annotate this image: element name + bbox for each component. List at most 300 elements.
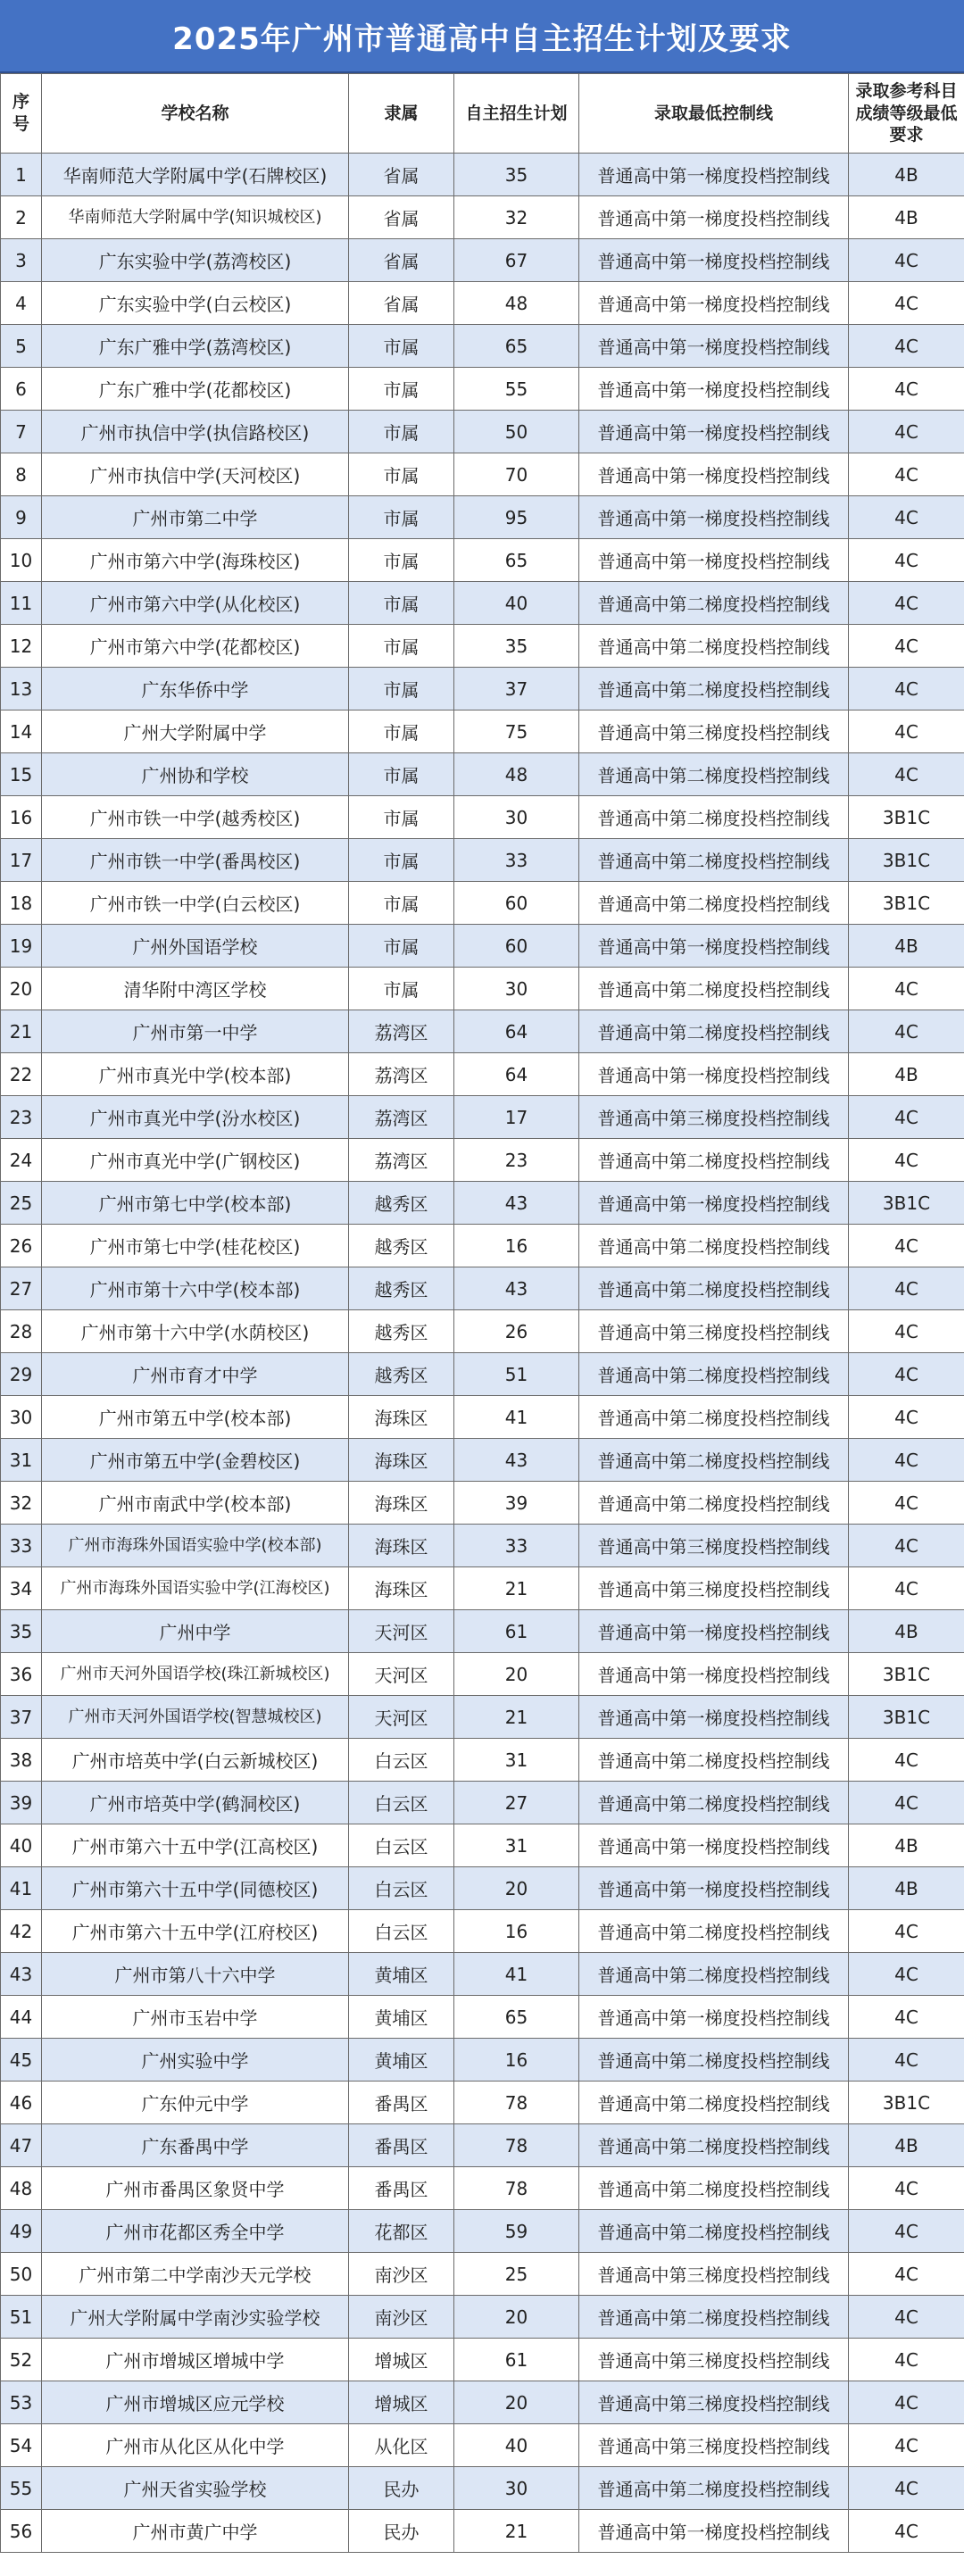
header-affiliation: 隶属 xyxy=(349,74,454,154)
cell-school-name: 广州市铁一中学(白云校区) xyxy=(42,882,349,925)
cell-quota: 21 xyxy=(454,2510,579,2553)
cell-quota: 33 xyxy=(454,1525,579,1567)
cell-affiliation: 黄埔区 xyxy=(349,2039,454,2082)
cell-school-name: 广州市增城区增城中学 xyxy=(42,2339,349,2381)
table-row xyxy=(1,2381,964,2424)
header-index: 序号 xyxy=(1,74,42,154)
cell-quota: 23 xyxy=(454,1139,579,1182)
cell-index: 38 xyxy=(1,1739,42,1782)
cell-index: 25 xyxy=(1,1182,42,1225)
cell-school-name: 广州市第七中学(校本部) xyxy=(42,1182,349,1225)
cell-affiliation: 市属 xyxy=(349,968,454,1010)
cell-quota: 27 xyxy=(454,1782,579,1824)
cell-affiliation: 番禺区 xyxy=(349,2167,454,2210)
cell-school-name: 广州市天河外国语学校(智慧城校区) xyxy=(42,1696,349,1739)
cell-quota: 31 xyxy=(454,1739,579,1782)
cell-min-line: 普通高中第三梯度投档控制线 xyxy=(579,1310,849,1353)
cell-school-name: 广州市海珠外国语实验中学(校本部) xyxy=(42,1525,349,1567)
cell-grade-requirement: 4C xyxy=(849,1439,964,1482)
cell-school-name: 广州市第六十五中学(江府校区) xyxy=(42,1910,349,1953)
cell-school-name: 广州市真光中学(校本部) xyxy=(42,1053,349,1096)
table-header-row xyxy=(1,74,964,154)
header-quota: 自主招生计划 xyxy=(454,74,579,154)
cell-grade-requirement: 4C xyxy=(849,1953,964,1996)
cell-affiliation: 市属 xyxy=(349,325,454,368)
cell-school-name: 广州市第五中学(金碧校区) xyxy=(42,1439,349,1482)
cell-index: 1 xyxy=(1,154,42,196)
cell-index: 49 xyxy=(1,2210,42,2253)
table-row xyxy=(1,1525,964,1567)
table-row xyxy=(1,2210,964,2253)
cell-affiliation: 越秀区 xyxy=(349,1225,454,1267)
cell-quota: 20 xyxy=(454,2381,579,2424)
admissions-table xyxy=(0,73,964,2553)
cell-school-name: 广州天省实验学校 xyxy=(42,2467,349,2510)
cell-min-line: 普通高中第三梯度投档控制线 xyxy=(579,2339,849,2381)
cell-grade-requirement: 4C xyxy=(849,282,964,325)
table-row xyxy=(1,582,964,625)
cell-school-name: 广州市第一中学 xyxy=(42,1010,349,1053)
cell-affiliation: 白云区 xyxy=(349,1782,454,1824)
cell-grade-requirement: 4C xyxy=(849,1310,964,1353)
cell-min-line: 普通高中第二梯度投档控制线 xyxy=(579,1439,849,1482)
table-row xyxy=(1,1439,964,1482)
cell-school-name: 广州市天河外国语学校(珠江新城校区) xyxy=(42,1653,349,1696)
cell-index: 48 xyxy=(1,2167,42,2210)
table-row xyxy=(1,453,964,496)
cell-affiliation: 市属 xyxy=(349,496,454,539)
cell-quota: 30 xyxy=(454,968,579,1010)
cell-grade-requirement: 4C xyxy=(849,411,964,453)
table-row xyxy=(1,2039,964,2082)
cell-affiliation: 天河区 xyxy=(349,1610,454,1653)
cell-min-line: 普通高中第一梯度投档控制线 xyxy=(579,1696,849,1739)
cell-affiliation: 海珠区 xyxy=(349,1567,454,1610)
page-title: 2025年广州市普通高中自主招生计划及要求 xyxy=(0,0,964,73)
cell-grade-requirement: 4C xyxy=(849,1396,964,1439)
cell-school-name: 广州市第六中学(花都校区) xyxy=(42,625,349,668)
cell-affiliation: 白云区 xyxy=(349,1739,454,1782)
cell-quota: 31 xyxy=(454,1824,579,1867)
table-row xyxy=(1,1053,964,1096)
cell-quota: 21 xyxy=(454,1696,579,1739)
table-row xyxy=(1,1610,964,1653)
cell-quota: 43 xyxy=(454,1182,579,1225)
cell-min-line: 普通高中第二梯度投档控制线 xyxy=(579,1482,849,1525)
table-row xyxy=(1,710,964,753)
cell-school-name: 广州市第五中学(校本部) xyxy=(42,1396,349,1439)
cell-quota: 32 xyxy=(454,196,579,239)
cell-min-line: 普通高中第三梯度投档控制线 xyxy=(579,1525,849,1567)
cell-quota: 30 xyxy=(454,796,579,839)
cell-min-line: 普通高中第一梯度投档控制线 xyxy=(579,1996,849,2039)
cell-school-name: 广州市第六十五中学(同德校区) xyxy=(42,1867,349,1910)
cell-grade-requirement: 4B xyxy=(849,1610,964,1653)
cell-quota: 48 xyxy=(454,282,579,325)
cell-affiliation: 越秀区 xyxy=(349,1353,454,1396)
cell-grade-requirement: 3B1C xyxy=(849,2082,964,2124)
table-row xyxy=(1,1996,964,2039)
cell-affiliation: 市属 xyxy=(349,582,454,625)
cell-grade-requirement: 4C xyxy=(849,1996,964,2039)
cell-min-line: 普通高中第二梯度投档控制线 xyxy=(579,1267,849,1310)
table-row xyxy=(1,1096,964,1139)
cell-index: 52 xyxy=(1,2339,42,2381)
cell-quota: 20 xyxy=(454,1867,579,1910)
cell-grade-requirement: 4C xyxy=(849,2296,964,2339)
cell-affiliation: 荔湾区 xyxy=(349,1010,454,1053)
cell-index: 14 xyxy=(1,710,42,753)
cell-grade-requirement: 4C xyxy=(849,239,964,282)
cell-affiliation: 南沙区 xyxy=(349,2296,454,2339)
table-row xyxy=(1,1567,964,1610)
cell-affiliation: 增城区 xyxy=(349,2339,454,2381)
cell-index: 34 xyxy=(1,1567,42,1610)
cell-min-line: 普通高中第二梯度投档控制线 xyxy=(579,2124,849,2167)
cell-affiliation: 海珠区 xyxy=(349,1525,454,1567)
table-row xyxy=(1,1182,964,1225)
cell-index: 9 xyxy=(1,496,42,539)
cell-school-name: 广州市铁一中学(越秀校区) xyxy=(42,796,349,839)
table-row xyxy=(1,239,964,282)
table-row xyxy=(1,1653,964,1696)
cell-min-line: 普通高中第二梯度投档控制线 xyxy=(579,1353,849,1396)
table-row xyxy=(1,1396,964,1439)
cell-index: 15 xyxy=(1,753,42,796)
cell-affiliation: 市属 xyxy=(349,753,454,796)
cell-school-name: 广州市第八十六中学 xyxy=(42,1953,349,1996)
cell-school-name: 广州市第二中学南沙天元学校 xyxy=(42,2253,349,2296)
cell-grade-requirement: 4C xyxy=(849,2381,964,2424)
cell-grade-requirement: 4B xyxy=(849,1053,964,1096)
cell-school-name: 广州市第七中学(桂花校区) xyxy=(42,1225,349,1267)
cell-index: 54 xyxy=(1,2424,42,2467)
cell-min-line: 普通高中第一梯度投档控制线 xyxy=(579,154,849,196)
cell-min-line: 普通高中第三梯度投档控制线 xyxy=(579,710,849,753)
cell-grade-requirement: 4C xyxy=(849,753,964,796)
cell-quota: 40 xyxy=(454,582,579,625)
cell-affiliation: 黄埔区 xyxy=(349,1996,454,2039)
cell-index: 7 xyxy=(1,411,42,453)
cell-school-name: 广州市真光中学(汾水校区) xyxy=(42,1096,349,1139)
cell-affiliation: 省属 xyxy=(349,196,454,239)
cell-index: 17 xyxy=(1,839,42,882)
cell-school-name: 广州市执信中学(天河校区) xyxy=(42,453,349,496)
cell-grade-requirement: 4C xyxy=(849,2510,964,2553)
cell-grade-requirement: 4C xyxy=(849,1525,964,1567)
cell-min-line: 普通高中第二梯度投档控制线 xyxy=(579,1953,849,1996)
cell-min-line: 普通高中第二梯度投档控制线 xyxy=(579,2039,849,2082)
cell-quota: 67 xyxy=(454,239,579,282)
cell-index: 2 xyxy=(1,196,42,239)
cell-quota: 95 xyxy=(454,496,579,539)
cell-grade-requirement: 4C xyxy=(849,1139,964,1182)
table-row xyxy=(1,839,964,882)
cell-affiliation: 市属 xyxy=(349,368,454,411)
cell-grade-requirement: 4B xyxy=(849,154,964,196)
cell-school-name: 广州市培英中学(鹤洞校区) xyxy=(42,1782,349,1824)
cell-grade-requirement: 4C xyxy=(849,2253,964,2296)
table-row xyxy=(1,625,964,668)
cell-quota: 78 xyxy=(454,2167,579,2210)
cell-school-name: 广州大学附属中学 xyxy=(42,710,349,753)
cell-school-name: 广东广雅中学(荔湾校区) xyxy=(42,325,349,368)
cell-min-line: 普通高中第二梯度投档控制线 xyxy=(579,2210,849,2253)
cell-school-name: 清华附中湾区学校 xyxy=(42,968,349,1010)
table-row xyxy=(1,968,964,1010)
table-row xyxy=(1,539,964,582)
cell-quota: 39 xyxy=(454,1482,579,1525)
table-row xyxy=(1,1267,964,1310)
cell-grade-requirement: 4C xyxy=(849,710,964,753)
table-row xyxy=(1,325,964,368)
cell-min-line: 普通高中第一梯度投档控制线 xyxy=(579,1053,849,1096)
cell-school-name: 广东番禺中学 xyxy=(42,2124,349,2167)
cell-school-name: 广东实验中学(荔湾校区) xyxy=(42,239,349,282)
table-row xyxy=(1,1953,964,1996)
cell-school-name: 广州市南武中学(校本部) xyxy=(42,1482,349,1525)
cell-index: 5 xyxy=(1,325,42,368)
header-grade-requirement: 录取参考科目成绩等级最低要求 xyxy=(849,74,964,154)
cell-school-name: 广东华侨中学 xyxy=(42,668,349,710)
cell-affiliation: 白云区 xyxy=(349,1867,454,1910)
table-row xyxy=(1,1482,964,1525)
cell-index: 31 xyxy=(1,1439,42,1482)
cell-min-line: 普通高中第一梯度投档控制线 xyxy=(579,496,849,539)
cell-quota: 55 xyxy=(454,368,579,411)
cell-affiliation: 海珠区 xyxy=(349,1482,454,1525)
cell-min-line: 普通高中第一梯度投档控制线 xyxy=(579,196,849,239)
cell-index: 20 xyxy=(1,968,42,1010)
cell-index: 45 xyxy=(1,2039,42,2082)
cell-min-line: 普通高中第二梯度投档控制线 xyxy=(579,1139,849,1182)
table-row xyxy=(1,2296,964,2339)
cell-quota: 21 xyxy=(454,1567,579,1610)
cell-quota: 43 xyxy=(454,1267,579,1310)
cell-min-line: 普通高中第二梯度投档控制线 xyxy=(579,968,849,1010)
cell-school-name: 广州市增城区应元学校 xyxy=(42,2381,349,2424)
cell-grade-requirement: 4C xyxy=(849,2467,964,2510)
cell-min-line: 普通高中第一梯度投档控制线 xyxy=(579,1824,849,1867)
cell-grade-requirement: 4C xyxy=(849,368,964,411)
cell-school-name: 广东广雅中学(花都校区) xyxy=(42,368,349,411)
cell-quota: 35 xyxy=(454,154,579,196)
cell-min-line: 普通高中第一梯度投档控制线 xyxy=(579,453,849,496)
cell-min-line: 普通高中第二梯度投档控制线 xyxy=(579,796,849,839)
cell-index: 21 xyxy=(1,1010,42,1053)
cell-quota: 75 xyxy=(454,710,579,753)
table-row xyxy=(1,1739,964,1782)
cell-min-line: 普通高中第二梯度投档控制线 xyxy=(579,1782,849,1824)
cell-min-line: 普通高中第三梯度投档控制线 xyxy=(579,2424,849,2467)
table-row xyxy=(1,2253,964,2296)
cell-affiliation: 省属 xyxy=(349,239,454,282)
cell-min-line: 普通高中第二梯度投档控制线 xyxy=(579,2082,849,2124)
cell-min-line: 普通高中第一梯度投档控制线 xyxy=(579,539,849,582)
cell-grade-requirement: 4B xyxy=(849,2124,964,2167)
cell-quota: 41 xyxy=(454,1396,579,1439)
table-row xyxy=(1,668,964,710)
cell-affiliation: 从化区 xyxy=(349,2424,454,2467)
cell-index: 16 xyxy=(1,796,42,839)
cell-affiliation: 民办 xyxy=(349,2467,454,2510)
cell-affiliation: 黄埔区 xyxy=(349,1953,454,1996)
cell-index: 37 xyxy=(1,1696,42,1739)
cell-affiliation: 白云区 xyxy=(349,1824,454,1867)
cell-index: 41 xyxy=(1,1867,42,1910)
cell-school-name: 广州市第六中学(从化校区) xyxy=(42,582,349,625)
cell-index: 24 xyxy=(1,1139,42,1182)
cell-min-line: 普通高中第二梯度投档控制线 xyxy=(579,1910,849,1953)
cell-index: 32 xyxy=(1,1482,42,1525)
cell-quota: 25 xyxy=(454,2253,579,2296)
cell-school-name: 广东仲元中学 xyxy=(42,2082,349,2124)
cell-min-line: 普通高中第二梯度投档控制线 xyxy=(579,1739,849,1782)
cell-quota: 26 xyxy=(454,1310,579,1353)
cell-grade-requirement: 4C xyxy=(849,2039,964,2082)
cell-index: 33 xyxy=(1,1525,42,1567)
cell-quota: 16 xyxy=(454,1910,579,1953)
cell-grade-requirement: 4C xyxy=(849,1782,964,1824)
table-row xyxy=(1,411,964,453)
cell-affiliation: 市属 xyxy=(349,925,454,968)
cell-quota: 78 xyxy=(454,2082,579,2124)
cell-min-line: 普通高中第一梯度投档控制线 xyxy=(579,1610,849,1653)
cell-grade-requirement: 3B1C xyxy=(849,1696,964,1739)
cell-affiliation: 增城区 xyxy=(349,2381,454,2424)
cell-grade-requirement: 4B xyxy=(849,925,964,968)
table-row xyxy=(1,368,964,411)
cell-grade-requirement: 4C xyxy=(849,539,964,582)
cell-quota: 48 xyxy=(454,753,579,796)
cell-quota: 20 xyxy=(454,1653,579,1696)
cell-grade-requirement: 4B xyxy=(849,1867,964,1910)
cell-min-line: 普通高中第二梯度投档控制线 xyxy=(579,753,849,796)
cell-grade-requirement: 4C xyxy=(849,2167,964,2210)
cell-grade-requirement: 4C xyxy=(849,1739,964,1782)
cell-index: 4 xyxy=(1,282,42,325)
cell-quota: 37 xyxy=(454,668,579,710)
cell-min-line: 普通高中第二梯度投档控制线 xyxy=(579,668,849,710)
cell-affiliation: 海珠区 xyxy=(349,1396,454,1439)
cell-index: 3 xyxy=(1,239,42,282)
table-row xyxy=(1,1310,964,1353)
cell-affiliation: 省属 xyxy=(349,154,454,196)
cell-school-name: 广州市从化区从化中学 xyxy=(42,2424,349,2467)
cell-grade-requirement: 4C xyxy=(849,2424,964,2467)
cell-grade-requirement: 4C xyxy=(849,1096,964,1139)
cell-affiliation: 省属 xyxy=(349,282,454,325)
cell-school-name: 华南师范大学附属中学(石牌校区) xyxy=(42,154,349,196)
cell-quota: 59 xyxy=(454,2210,579,2253)
table-row xyxy=(1,196,964,239)
cell-grade-requirement: 3B1C xyxy=(849,839,964,882)
cell-affiliation: 海珠区 xyxy=(349,1439,454,1482)
cell-quota: 16 xyxy=(454,1225,579,1267)
cell-index: 23 xyxy=(1,1096,42,1139)
cell-affiliation: 白云区 xyxy=(349,1910,454,1953)
cell-school-name: 广州市第十六中学(水荫校区) xyxy=(42,1310,349,1353)
cell-grade-requirement: 4C xyxy=(849,325,964,368)
cell-quota: 65 xyxy=(454,1996,579,2039)
table-row xyxy=(1,1824,964,1867)
cell-affiliation: 番禺区 xyxy=(349,2124,454,2167)
cell-min-line: 普通高中第一梯度投档控制线 xyxy=(579,1182,849,1225)
cell-school-name: 广东实验中学(白云校区) xyxy=(42,282,349,325)
cell-quota: 60 xyxy=(454,925,579,968)
cell-index: 26 xyxy=(1,1225,42,1267)
cell-min-line: 普通高中第三梯度投档控制线 xyxy=(579,1096,849,1139)
table-row xyxy=(1,882,964,925)
cell-grade-requirement: 3B1C xyxy=(849,796,964,839)
cell-index: 18 xyxy=(1,882,42,925)
cell-quota: 78 xyxy=(454,2124,579,2167)
cell-grade-requirement: 4C xyxy=(849,1567,964,1610)
cell-index: 28 xyxy=(1,1310,42,1353)
cell-min-line: 普通高中第一梯度投档控制线 xyxy=(579,239,849,282)
cell-school-name: 广州协和学校 xyxy=(42,753,349,796)
cell-index: 44 xyxy=(1,1996,42,2039)
cell-quota: 61 xyxy=(454,1610,579,1653)
table-row xyxy=(1,1910,964,1953)
cell-quota: 61 xyxy=(454,2339,579,2381)
table-row xyxy=(1,2510,964,2553)
cell-affiliation: 天河区 xyxy=(349,1696,454,1739)
cell-grade-requirement: 4C xyxy=(849,968,964,1010)
cell-index: 36 xyxy=(1,1653,42,1696)
cell-school-name: 广州中学 xyxy=(42,1610,349,1653)
cell-grade-requirement: 4C xyxy=(849,496,964,539)
cell-affiliation: 越秀区 xyxy=(349,1310,454,1353)
table-row xyxy=(1,2424,964,2467)
cell-affiliation: 市属 xyxy=(349,453,454,496)
table-row xyxy=(1,1225,964,1267)
cell-grade-requirement: 4B xyxy=(849,1824,964,1867)
cell-affiliation: 民办 xyxy=(349,2510,454,2553)
table-row xyxy=(1,796,964,839)
cell-quota: 64 xyxy=(454,1010,579,1053)
cell-quota: 51 xyxy=(454,1353,579,1396)
cell-affiliation: 越秀区 xyxy=(349,1182,454,1225)
cell-school-name: 广州市执信中学(执信路校区) xyxy=(42,411,349,453)
cell-quota: 20 xyxy=(454,2296,579,2339)
cell-school-name: 广州市第二中学 xyxy=(42,496,349,539)
cell-grade-requirement: 4C xyxy=(849,625,964,668)
cell-min-line: 普通高中第二梯度投档控制线 xyxy=(579,2467,849,2510)
cell-quota: 16 xyxy=(454,2039,579,2082)
cell-index: 55 xyxy=(1,2467,42,2510)
cell-grade-requirement: 3B1C xyxy=(849,882,964,925)
cell-grade-requirement: 4C xyxy=(849,2339,964,2381)
cell-index: 12 xyxy=(1,625,42,668)
table-row xyxy=(1,2082,964,2124)
table-row xyxy=(1,925,964,968)
cell-index: 56 xyxy=(1,2510,42,2553)
cell-index: 27 xyxy=(1,1267,42,1310)
cell-affiliation: 市属 xyxy=(349,710,454,753)
cell-affiliation: 市属 xyxy=(349,668,454,710)
cell-school-name: 广州市第十六中学(校本部) xyxy=(42,1267,349,1310)
cell-grade-requirement: 4B xyxy=(849,196,964,239)
cell-affiliation: 荔湾区 xyxy=(349,1053,454,1096)
table-row xyxy=(1,1782,964,1824)
cell-school-name: 华南师范大学附属中学(知识城校区) xyxy=(42,196,349,239)
table-row xyxy=(1,1867,964,1910)
cell-index: 30 xyxy=(1,1396,42,1439)
cell-grade-requirement: 4C xyxy=(849,1225,964,1267)
cell-min-line: 普通高中第三梯度投档控制线 xyxy=(579,2381,849,2424)
cell-min-line: 普通高中第一梯度投档控制线 xyxy=(579,1653,849,1696)
